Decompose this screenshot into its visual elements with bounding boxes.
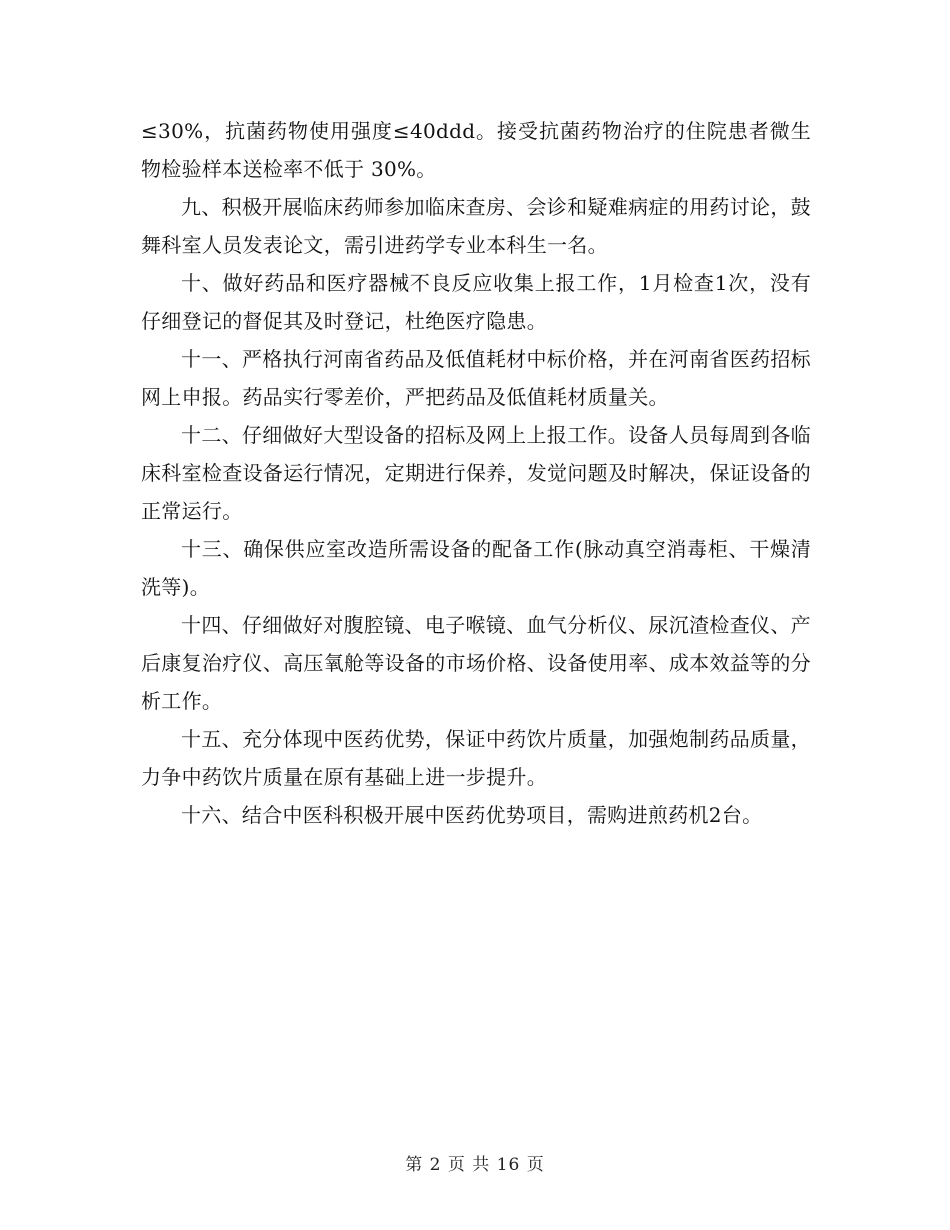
- paragraph-item-11: 十一、严格执行河南省药品及低值耗材中标价格，并在河南省医药招标网上申报。药品实行零差价，严把药品及低值耗材质量关。: [141, 347, 811, 409]
- paragraph-item-16: 十六、结合中医科积极开展中医药优势项目，需购进煎药机2台。: [181, 803, 763, 827]
- paragraph-item-9: 九、积极开展临床药师参加临床查房、会诊和疑难病症的用药讨论，鼓舞科室人员发表论文，需引进药学专业本科生一名。: [141, 195, 811, 257]
- paragraph-item-13: 十三、确保供应室改造所需设备的配备工作(脉动真空消毒柜、干燥清洗等)。: [141, 537, 811, 599]
- page-number-footer: 第 2 页 共 16 页: [405, 1155, 545, 1175]
- document-body: [141, 112, 811, 834]
- paragraph-item-12: 十二、仔细做好大型设备的招标及网上上报工作。设备人员每周到各临床科室检查设备运行情况，定期进行保养，发觉问题及时解决，保证设备的正常运行。: [141, 423, 811, 523]
- paragraph-item-10: 十、做好药品和医疗器械不良反应收集上报工作，1月检查1次，没有仔细登记的督促其及时登记，杜绝医疗隐患。: [141, 271, 811, 333]
- paragraph-item-15: 十五、充分体现中医药优势，保证中药饮片质量，加强炮制药品质量，力争中药饮片质量在原有基础上进一步提升。: [141, 727, 811, 789]
- paragraph-item-14: 十四、仔细做好对腹腔镜、电子喉镜、血气分析仪、尿沉渣检查仪、产后康复治疗仪、高压氧舱等设备的市场价格、设备使用率、成本效益等的分析工作。: [141, 613, 811, 713]
- paragraph-continuation: ≤30%，抗菌药物使用强度≤40ddd。接受抗菌药物治疗的住院患者微生物检验样本送检率不低于 30%。: [141, 119, 811, 181]
